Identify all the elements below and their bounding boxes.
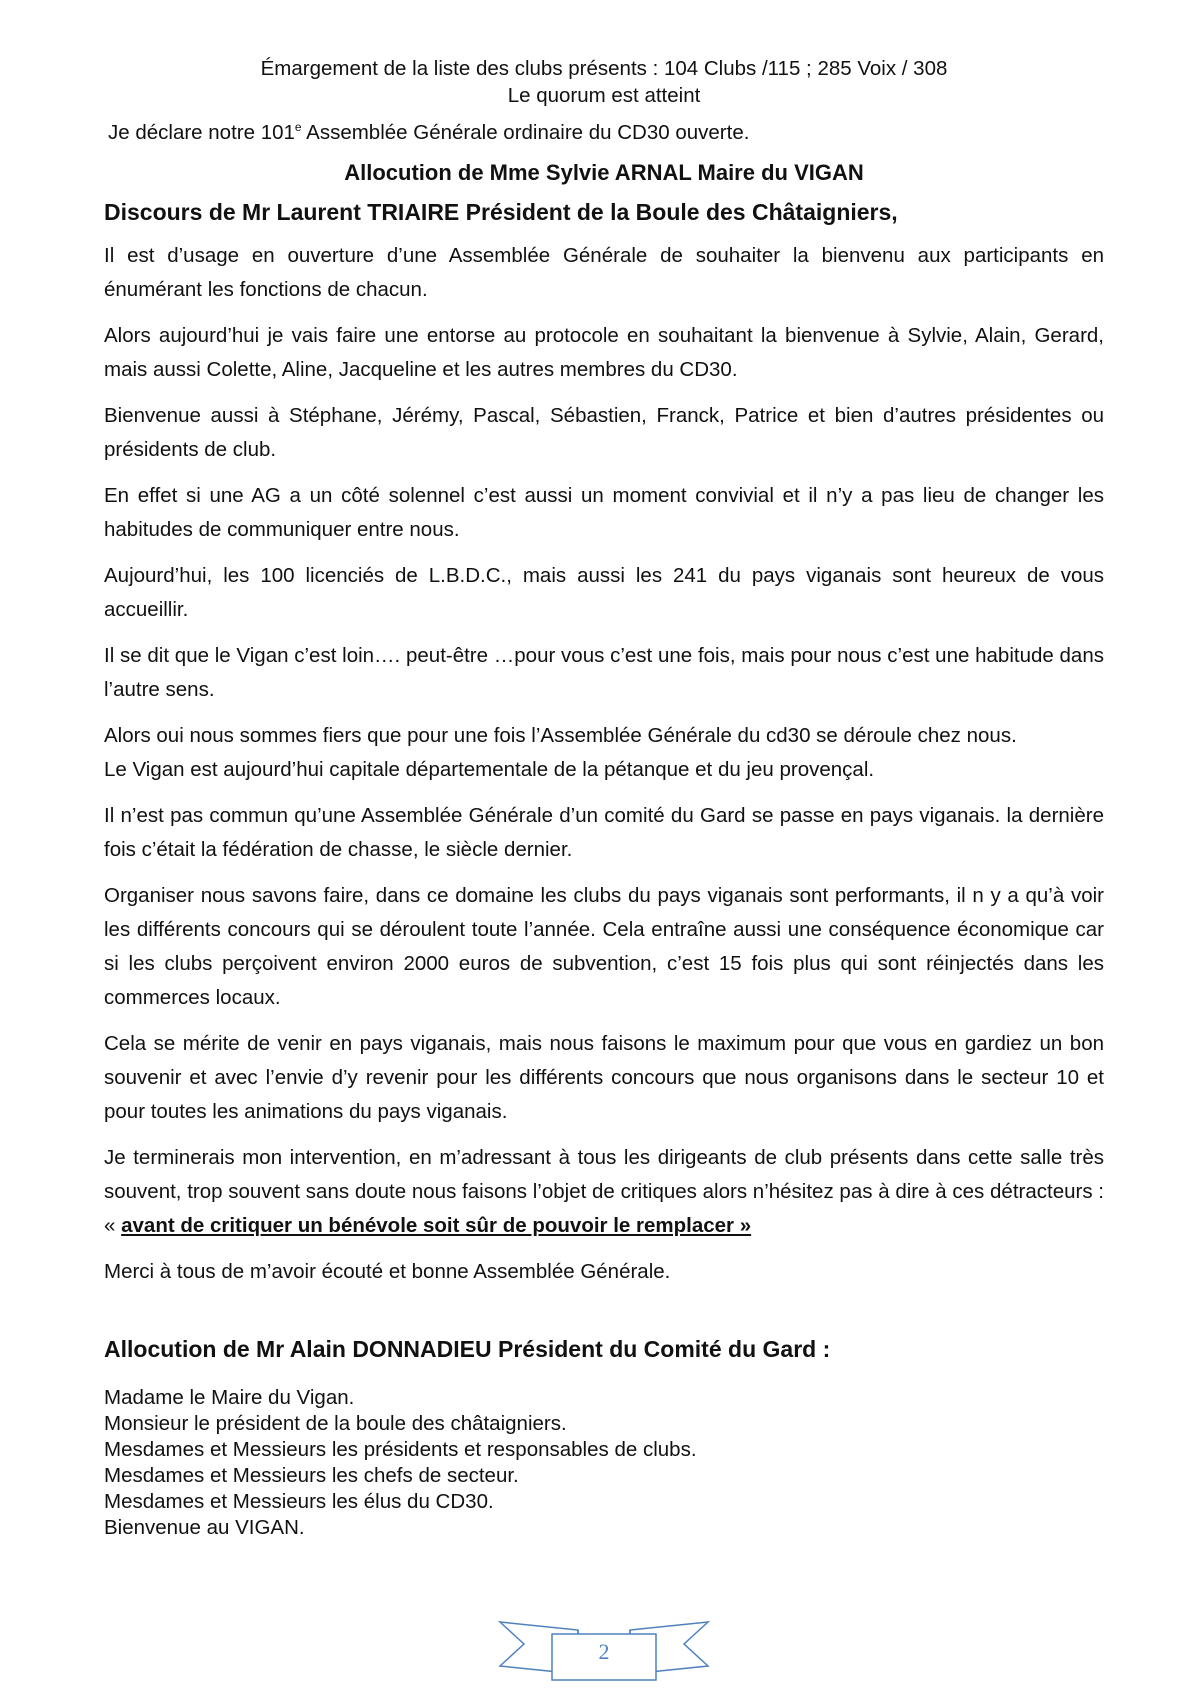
president-heading: Allocution de Mr Alain DONNADIEU Président du Comité du Gard : [104, 1336, 831, 1362]
president-salutations [104, 1385, 1104, 1541]
paragraph: Alors aujourd’hui je vais faire une entorse au protocole en souhaitant la bienvenue à Sylvie, Alain, Gerard, mais aussi Colette, Aline, Jacqueline et les autres membres du CD30. [104, 324, 1104, 381]
speech-heading: Discours de Mr Laurent TRIAIRE Président de la Boule des Châtaigniers, [104, 199, 898, 225]
paragraph: Il n’est pas commun qu’une Assemblée Générale d’un comité du Gard se passe en pays viganais. la dernière fois c’était la fédération de chasse, le siècle dernier. [104, 804, 1104, 861]
salutation-line: Madame le Maire du Vigan. [104, 1386, 355, 1409]
salutation-line: Monsieur le président de la boule des châtaigniers. [104, 1412, 567, 1435]
salutation-line: Bienvenue au VIGAN. [104, 1516, 305, 1539]
salutation-line: Mesdames et Messieurs les chefs de secteur. [104, 1464, 519, 1487]
paragraph: Il est d’usage en ouverture d’une Assemblée Générale de souhaiter la bienvenu aux participants en énumérant les fonctions de chacun. [104, 244, 1104, 301]
salutation-line: Mesdames et Messieurs les élus du CD30. [104, 1490, 494, 1513]
quorum-line: Le quorum est atteint [507, 84, 701, 107]
paragraph: Le Vigan est aujourd’hui capitale départementale de la pétanque et du jeu provençal. [104, 758, 875, 781]
paragraph: Il se dit que le Vigan c’est loin…. peut-être …pour vous c’est une fois, mais pour nous c’est une habitude dans l’autre sens. [104, 644, 1104, 701]
page-number-ribbon [498, 1618, 710, 1684]
page-number: 2 [598, 1639, 610, 1664]
closing-paragraph [104, 1141, 1104, 1243]
mayor-heading: Allocution de Mme Sylvie ARNAL Maire du VIGAN [344, 160, 864, 185]
closing-text: Je terminerais mon intervention, en m’adressant à tous les dirigeants de club présents dans cette salle très souvent, trop souvent sans doute nous faisons l’objet de critiques alors n’hésitez pas à dire à ces détracteurs : « [104, 1146, 1104, 1237]
paragraph: Alors oui nous sommes fiers que pour une fois l’Assemblée Générale du cd30 se déroule chez nous. [104, 724, 1017, 747]
paragraph: Merci à tous de m’avoir écouté et bonne Assemblée Générale. [104, 1260, 671, 1283]
opening-text-end: Assemblée Générale ordinaire du CD30 ouverte. [301, 121, 750, 144]
paragraph: En effet si une AG a un côté solennel c’est aussi un moment convivial et il n’y a pas lieu de changer les habitudes de communiquer entre nous. [104, 484, 1104, 541]
quote-text: avant de critiquer un bénévole soit sûr de pouvoir le remplacer » [121, 1214, 752, 1237]
speech-body [104, 239, 1104, 1289]
salutation-line: Mesdames et Messieurs les présidents et responsables de clubs. [104, 1438, 697, 1461]
opening-text: Je déclare notre 101 [108, 121, 295, 144]
opening-declaration [108, 118, 1108, 148]
paragraph: Cela se mérite de venir en pays viganais, mais nous faisons le maximum pour que vous en gardiez un bon souvenir et avec l’envie d’y revenir pour les différents concours que nous organisons dans le secteur 10 et pour toutes les animations du pays viganais. [104, 1032, 1104, 1123]
paragraph: Bienvenue aussi à Stéphane, Jérémy, Pascal, Sébastien, Franck, Patrice et bien d’autres présidentes ou présidents de club. [104, 404, 1104, 461]
paragraph: Aujourd’hui, les 100 licenciés de L.B.D.C., mais aussi les 241 du pays viganais sont heureux de vous accueillir. [104, 564, 1104, 621]
attendance-line: Émargement de la liste des clubs présents : 104 Clubs /115 ; 285 Voix / 308 [260, 57, 948, 80]
paragraph: Organiser nous savons faire, dans ce domaine les clubs du pays viganais sont performants, il n y a qu’à voir les différents concours qui se déroulent toute l’année. Cela entraîne aussi une conséquence économique car si les clubs perçoivent environ 2000 euros de subvention, c’est 15 fois plus qui sont réinjectés dans les commerces locaux. [104, 884, 1104, 1009]
ordinal-suffix: e [294, 120, 302, 135]
